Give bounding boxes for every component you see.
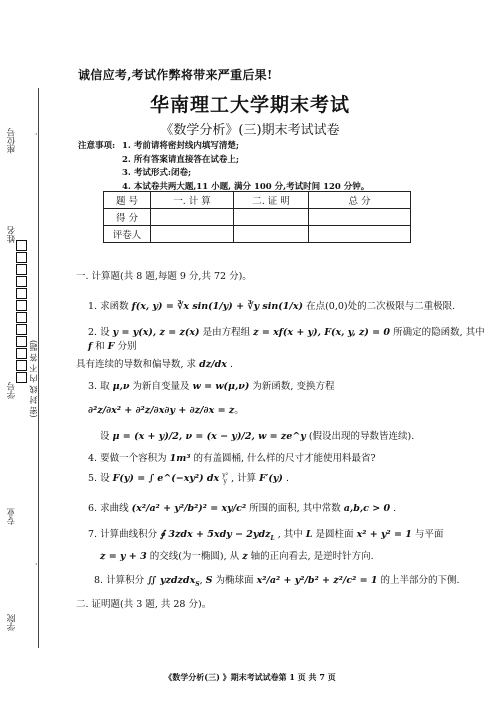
score-table (103, 191, 411, 243)
section1-heading: 一. 计算题(共 8 题,每题 9 分,共 72 分)。 (76, 271, 252, 282)
score-cell[interactable] (151, 209, 234, 226)
exam-subtitle: 《数学分析》(三)期末考试试卷 (160, 123, 340, 138)
name-label: 姓名 (7, 226, 17, 243)
score-header-cell: 二. 证 明 (234, 192, 309, 209)
score-header-cell: 一. 计 算 (151, 192, 234, 209)
note-item: 4. 本试卷共两大题,11 小题, 满分 100 分,考试时间 120 分钟。 (122, 181, 370, 192)
score-cell[interactable] (309, 209, 411, 226)
exam-title: 华南理工大学期末考试 (149, 94, 350, 116)
seal-marker: · (35, 130, 38, 139)
exam-notes (78, 140, 369, 194)
question-8: 8. 计算积分 ∬ yzdzdx$_S$, S 为椭球面 x²/a² + y²/b² + z²/c² = 1 的上半部分的下侧. (94, 575, 460, 588)
grader-cell[interactable] (151, 226, 234, 243)
integrity-warning: 诚信应考,考试作弊将带来严重后果! (78, 68, 273, 82)
note-item: 3. 考试形式:闭卷; (122, 168, 192, 178)
question-3: 3. 取 μ,ν 为新自变量及 w = w(μ,ν) 为新函数, 变换方程 (88, 381, 335, 392)
college-label: 学院 (7, 614, 17, 631)
question-7: 7. 计算曲线积分 ∮ 3zdx + 5xdy − 2ydz$_L$ , 其中 L 是圆柱面 x² + y² = 1 与平面 (88, 529, 444, 542)
integral-limits: y² y (222, 471, 229, 485)
question-5: 5. 设 F(y) = ∫ e^(−xy²) dx y² y , 计算 F′(y) . (88, 471, 289, 485)
student-id-label: 学号 (7, 382, 17, 399)
section2-heading: 二. 证明题(共 3 题, 共 28 分)。 (76, 599, 212, 610)
question-4: 4. 要做一个容积为 1m³ 的有盖圆桶, 什么样的尺寸才能使用料最省? (88, 453, 376, 464)
note-item: 2. 所有答案请直接答在试卷上; (122, 154, 239, 165)
question-3-substitution: 设 μ = (x + y)/2, ν = (x − y)/2, w = ze^y (假设出现的导数皆连续). (100, 431, 415, 442)
major-label: 专业 (7, 508, 17, 525)
score-header-cell: 总 分 (309, 192, 411, 209)
question-7-cont: z = y + 3 的交线(为一椭圆), 从 z 轴的正向看去, 是逆时针方向. (100, 551, 374, 562)
student-id-boxes[interactable] (16, 240, 26, 384)
question-2: 2. 设 y = y(x), z = z(x) 是由方程组 z = xf(x + y), F(x, y, z) = 0 所确定的隐函数, 其中 f 和 F 分别 (88, 327, 485, 352)
score-cell[interactable] (234, 209, 309, 226)
question-3-equation: ∂²z/∂x² + ∂²z/∂x∂y + ∂z/∂x = z。 (88, 405, 244, 416)
score-header-cell: 题 号 (104, 192, 151, 209)
seat-number-label: 座位号 (7, 128, 17, 154)
seal-marker: · (35, 560, 38, 569)
grader-cell[interactable] (309, 226, 411, 243)
seal-notice: (密 封 线 内 不 答 题) (29, 340, 38, 418)
score-row-label: 得 分 (104, 209, 151, 226)
score-row-label: 评卷人 (104, 226, 151, 243)
notes-label: 注意事项: (78, 141, 116, 151)
grader-cell[interactable] (234, 226, 309, 243)
question-1: 1. 求函数 f(x, y) = ∛x sin(1/y) + ∛y sin(1/x) 在点(0,0)处的二次极限与二重极限. (88, 301, 456, 312)
question-6: 6. 求曲线 (x²/a² + y²/b²)² = xy/c² 所围的面积, 其中常数 a,b,c > 0 . (88, 503, 397, 514)
question-2-cont: 具有连续的导数和偏导数, 求 dz/dx . (76, 359, 233, 370)
page-footer: 《数学分析(三) 》期末考试试卷第 1 页 共 7 页 (164, 672, 336, 682)
note-item: 1. 考前请将密封线内填写清楚; (122, 141, 239, 151)
